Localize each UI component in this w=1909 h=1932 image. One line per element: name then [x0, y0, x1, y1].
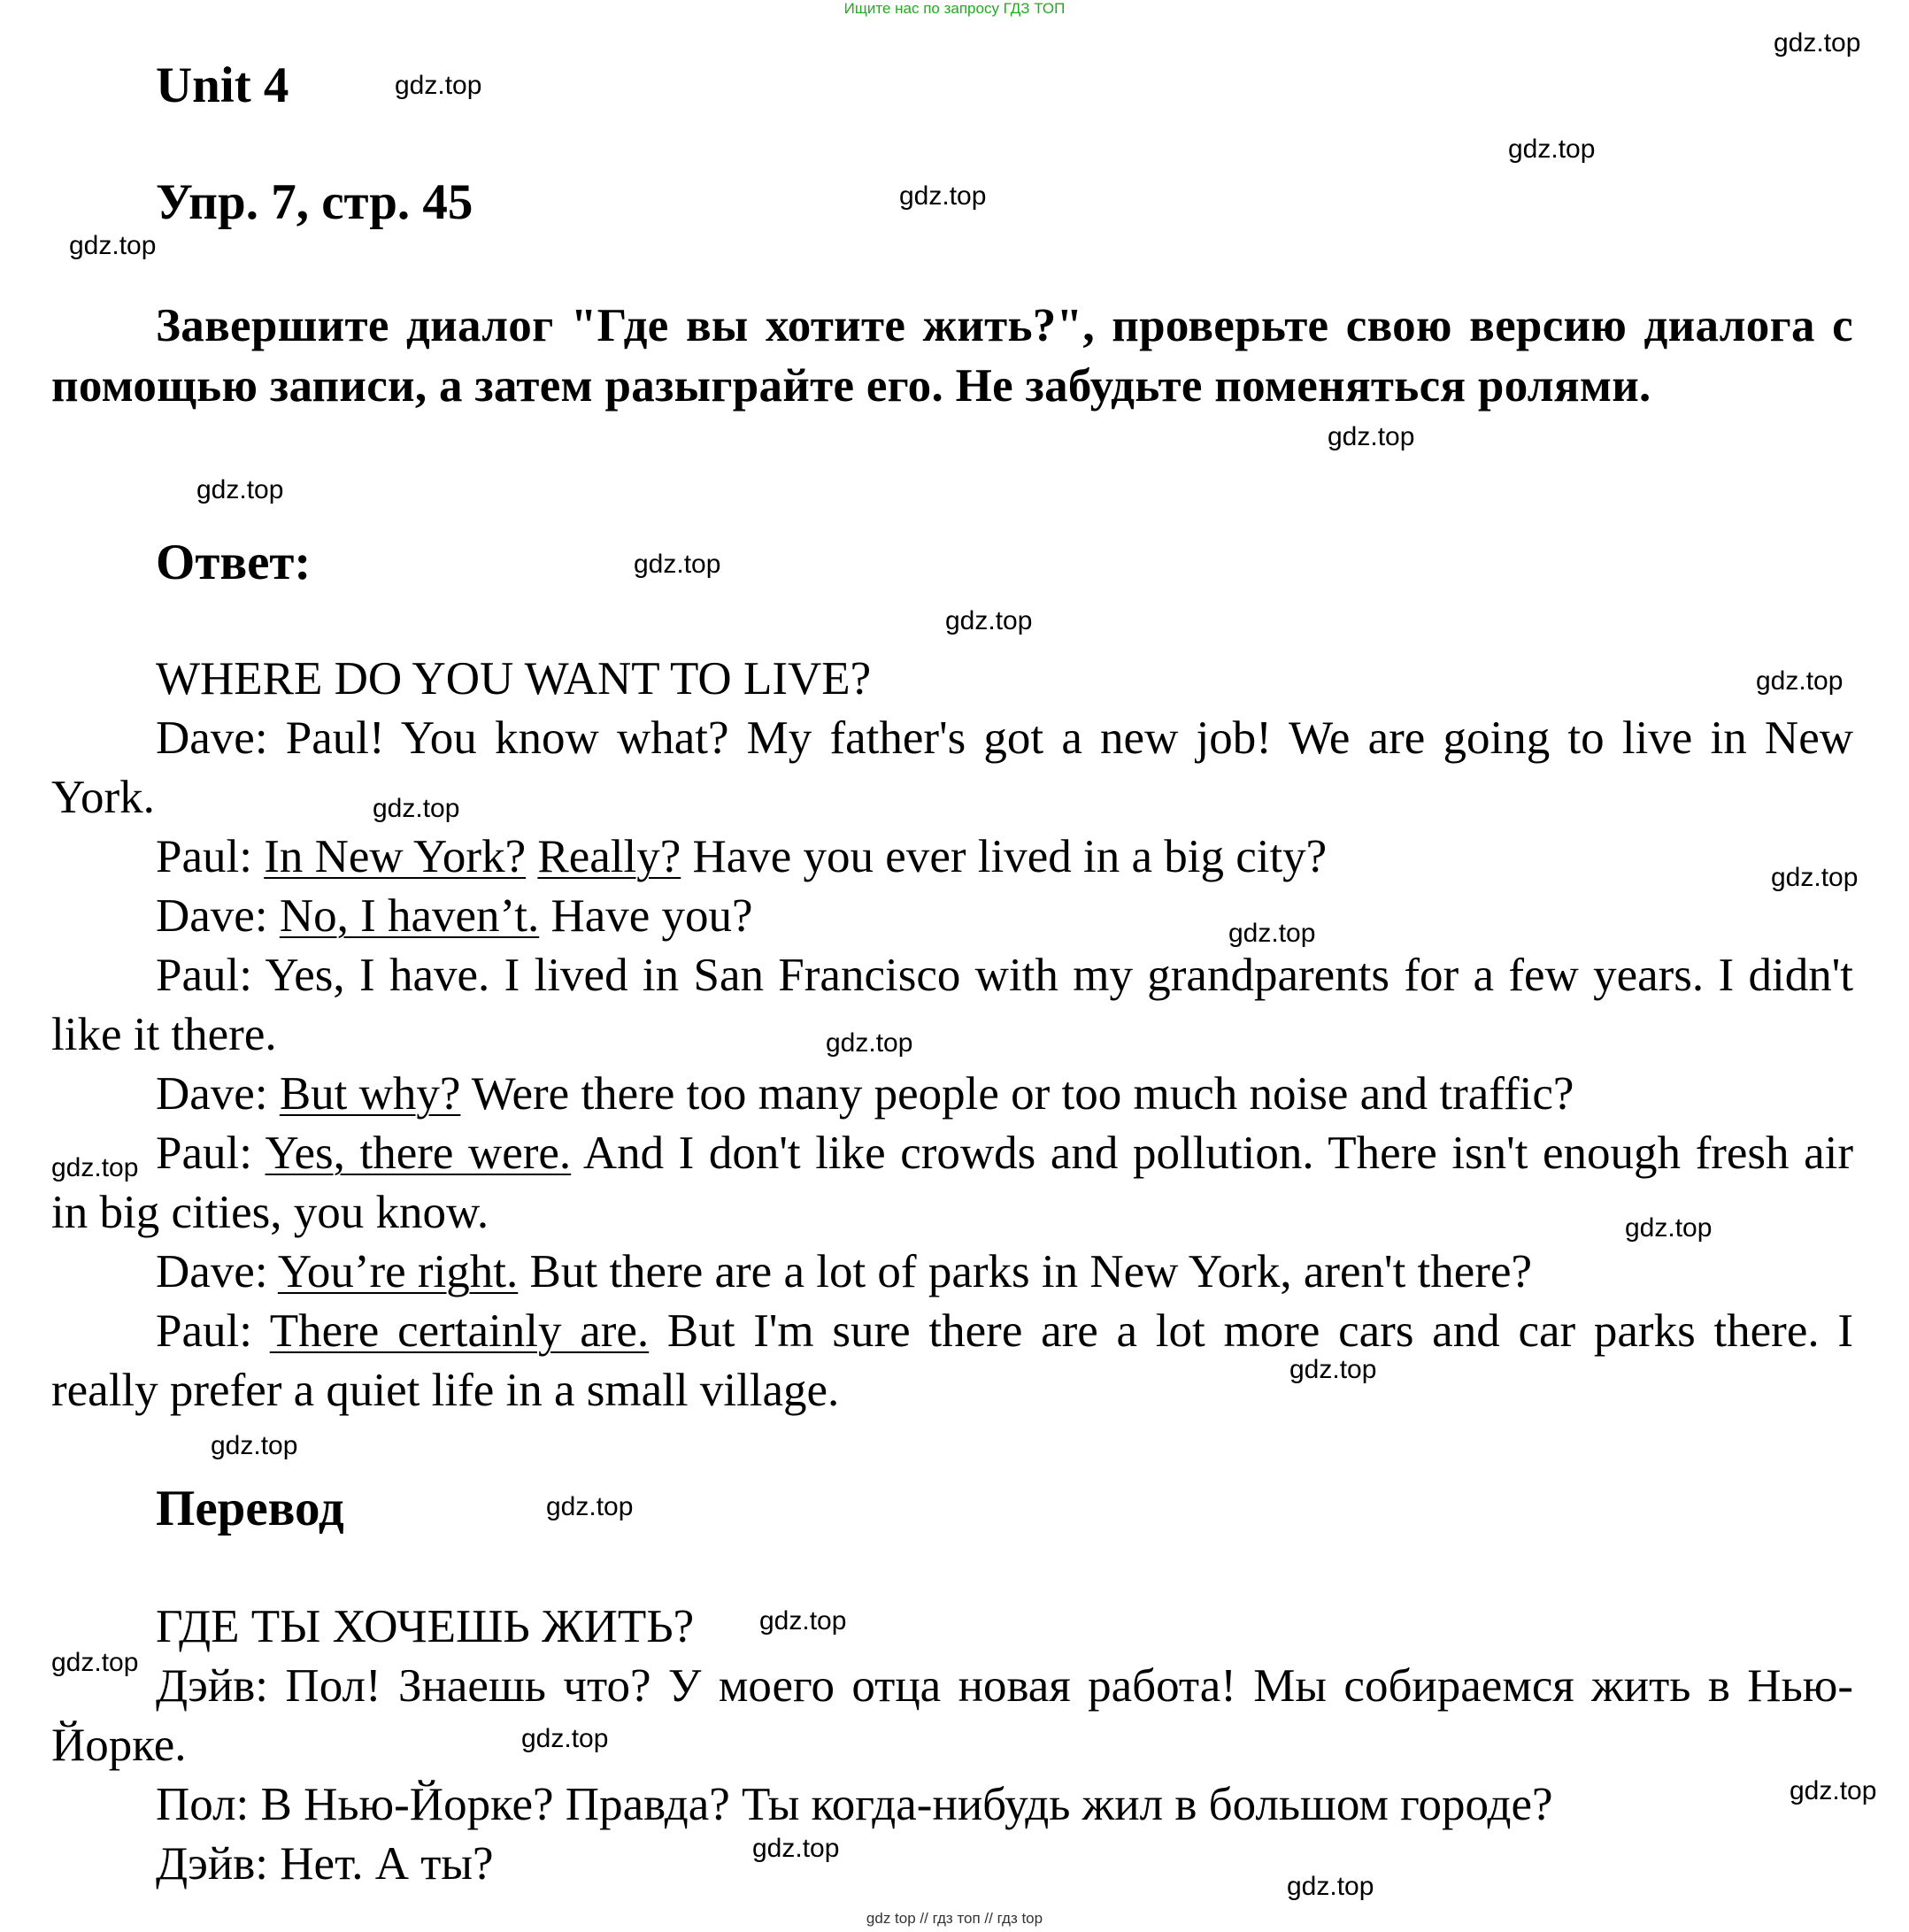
speaker: Dave:	[156, 890, 280, 942]
watermark: gdz.top	[899, 181, 987, 211]
watermark: gdz.top	[826, 1028, 913, 1058]
translation-line: Дэйв: Нет. А ты?	[156, 1838, 494, 1890]
line-text: But there are a lot of parks in New York, aren't there?	[518, 1246, 1532, 1297]
watermark: gdz.top	[1790, 1776, 1877, 1805]
filled-answer: Yes, there were.	[265, 1128, 572, 1179]
watermark: gdz.top	[752, 1834, 840, 1863]
line-text: Have you?	[539, 890, 753, 942]
watermark: gdz.top	[1289, 1355, 1377, 1384]
line-text: And I don't like crowds and pollution. There isn't enough fresh air in big cities, you know.	[51, 1128, 1854, 1238]
speaker: Dave:	[156, 1068, 280, 1120]
watermark: gdz.top	[1508, 135, 1596, 164]
speaker: Dave:	[156, 1246, 278, 1297]
watermark: gdz.top	[1756, 666, 1844, 696]
dialog-line	[51, 827, 1853, 887]
filled-answer: No, I haven’t.	[279, 890, 540, 942]
translation-line: Пол: В Нью-Йорке? Правда? Ты когда-нибудь жил в большом городе?	[156, 1779, 1553, 1830]
watermark: gdz.top	[1287, 1872, 1374, 1901]
dialog	[51, 650, 1853, 1420]
dialog-line	[51, 1302, 1853, 1420]
filled-answer: There certainly are.	[269, 1305, 650, 1357]
watermark: gdz.top	[634, 550, 721, 579]
speaker: Paul:	[156, 1128, 266, 1179]
translation	[51, 1597, 1853, 1894]
dialog-line: Paul: Yes, I have. I lived in San Francisco with my grandparents for a few years. I didn't like it there.	[51, 950, 1853, 1060]
exercise-title: Упр. 7, стр. 45	[156, 174, 473, 230]
filled-answer: Really?	[537, 831, 681, 882]
unit-title: Unit 4	[156, 58, 289, 113]
watermark: gdz.top	[196, 475, 284, 504]
footer: gdz top // гдз топ // гдз top	[866, 1910, 1043, 1927]
watermark: gdz.top	[521, 1724, 609, 1753]
dialog-line: Dave: Paul! You know what? My father's got a new job! We are going to live in New York.	[51, 712, 1853, 823]
filled-answer: But why?	[279, 1068, 461, 1120]
watermark: gdz.top	[395, 71, 482, 100]
watermark: gdz.top	[759, 1606, 847, 1636]
watermark: gdz.top	[1774, 28, 1861, 58]
top-banner: Ищите нас по запросу ГДЗ ТОП	[843, 0, 1066, 17]
watermark: gdz.top	[69, 231, 157, 260]
watermark: gdz.top	[1328, 422, 1415, 451]
filled-answer: You’re right.	[277, 1246, 519, 1297]
speaker: Paul:	[156, 831, 265, 882]
watermark: gdz.top	[945, 606, 1033, 635]
task-instructions: Завершите диалог "Где вы хотите жить?", проверьте свою версию диалога с помощью записи, а затем разыграйте его. Не забудьте поменяться ролями.	[51, 300, 1853, 412]
watermark: gdz.top	[546, 1492, 634, 1521]
watermark: gdz.top	[51, 1648, 139, 1677]
watermark: gdz.top	[51, 1153, 139, 1182]
translation-label: Перевод	[156, 1481, 344, 1536]
line-text: Have you ever lived in a big city?	[681, 831, 1328, 882]
line-text: But I'm sure there are a lot more cars and car parks there. I really prefer a quiet life in a small village.	[51, 1305, 1853, 1416]
dialog-title: WHERE DO YOU WANT TO LIVE?	[156, 653, 872, 704]
watermark: gdz.top	[373, 794, 460, 823]
dialog-line	[51, 1065, 1853, 1124]
watermark: gdz.top	[1228, 919, 1316, 948]
translation-title: ГДЕ ТЫ ХОЧЕШЬ ЖИТЬ?	[156, 1601, 695, 1652]
dialog-line	[51, 1124, 1853, 1243]
speaker: Paul:	[156, 1305, 270, 1357]
watermark: gdz.top	[1625, 1213, 1713, 1243]
translation-line: Дэйв: Пол! Знаешь что? У моего отца новая работа! Мы собираемся жить в Нью-Йорке.	[51, 1660, 1853, 1771]
watermark: gdz.top	[1771, 863, 1859, 892]
filled-answer: In New York?	[264, 831, 527, 882]
answer-label: Ответ:	[156, 535, 312, 590]
watermark: gdz.top	[211, 1431, 298, 1460]
dialog-line	[51, 1243, 1853, 1302]
line-text: Were there too many people or too much noise and traffic?	[460, 1068, 1574, 1120]
dialog-line	[51, 887, 1853, 946]
